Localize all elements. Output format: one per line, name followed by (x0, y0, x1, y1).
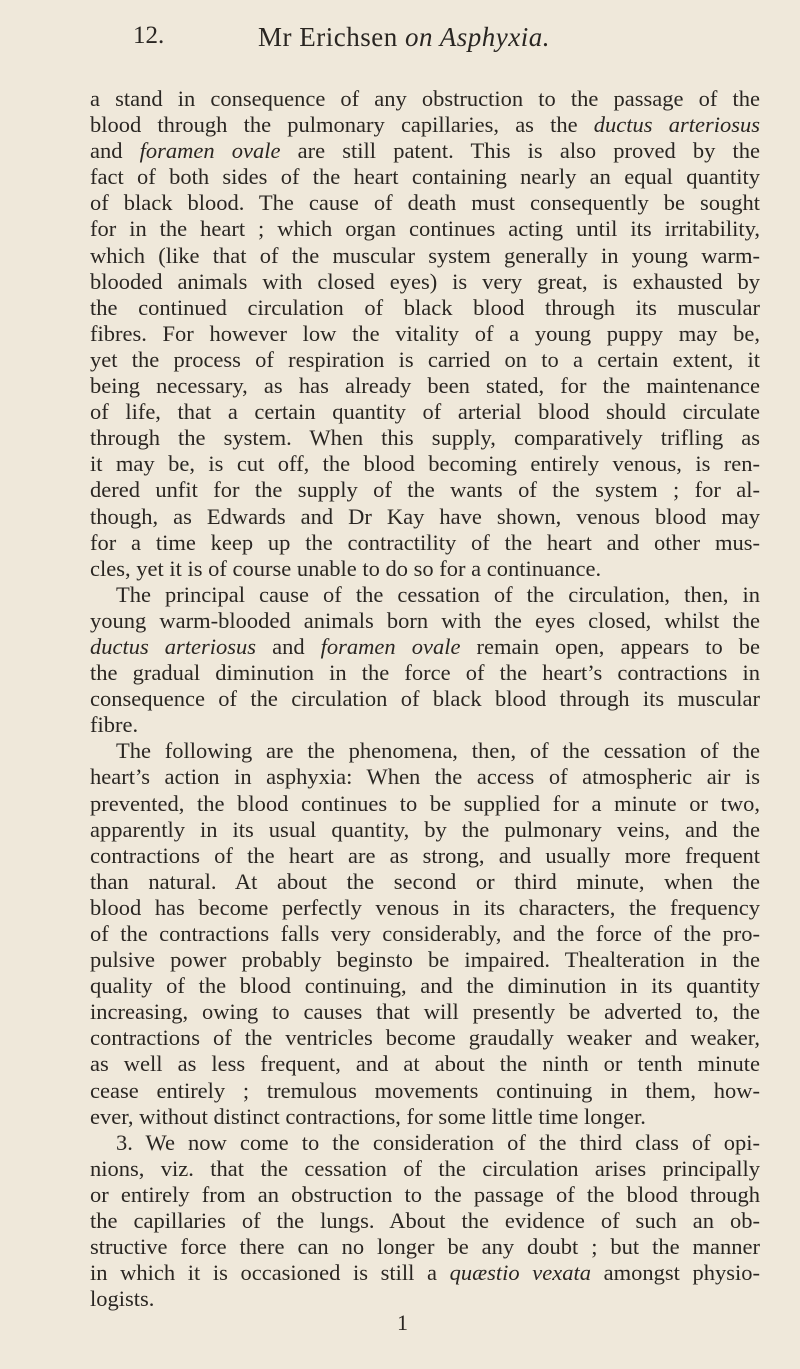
text-line (90, 86, 760, 112)
text-line (90, 1025, 760, 1051)
text-segment: fibre. (90, 712, 139, 738)
signature-mark: 1 (397, 1310, 408, 1335)
text-line (90, 347, 760, 373)
text-segment: cease entirely ; tremulous movements continuing in them, how- (90, 1077, 760, 1103)
text-segment: pulsive power probably beginsto be impaired. Thealteration in the (90, 947, 760, 973)
text-segment: dered unfit for the supply of the wants of the system ; for al- (90, 477, 760, 503)
text-segment: fibres. For however low the vitality of a young puppy may be, (90, 320, 760, 346)
text-line (90, 1051, 760, 1077)
text-segment: or entirely from an obstruction to the passage of the blood through (90, 1181, 760, 1207)
text-line (90, 138, 760, 164)
text-segment: blooded animals with closed eyes) is very great, is exhausted by (90, 268, 760, 294)
text-segment: The principal cause of the cessation of the circulation, then, in (116, 581, 760, 607)
running-header (0, 22, 800, 62)
text-segment: as well as less frequent, and at about the ninth or tenth minute (90, 1051, 760, 1077)
text-segment: the continued circulation of black blood through its muscular (90, 294, 760, 320)
text-segment: quality of the blood continuing, and the diminution in its quantity (90, 973, 760, 999)
text-line (90, 608, 760, 634)
italic-text: ductus arteriosus (593, 112, 760, 138)
text-line (90, 1156, 760, 1182)
text-segment: though, as Edwards and Dr Kay have shown, venous blood may (90, 503, 760, 529)
title-author: Mr Erichsen (258, 22, 405, 52)
text-line (90, 1286, 760, 1312)
text-segment: for a time keep up the contractility of the heart and other mus- (90, 529, 760, 555)
text-segment: of life, that a certain quantity of arterial blood should circulate (90, 399, 760, 425)
title-on: on (404, 22, 433, 52)
text-segment: increasing, owing to causes that will presently be adverted to, the (90, 999, 760, 1025)
text-segment: fact of both sides of the heart containing nearly an equal quantity (90, 164, 760, 190)
text-line (90, 112, 760, 138)
text-line (90, 269, 760, 295)
text-segment: blood has become perfectly venous in its characters, the frequency (90, 894, 760, 920)
text-segment: amongst physio- (591, 1260, 760, 1286)
text-segment: than natural. At about the second or third minute, when the (90, 868, 760, 894)
text-segment: and (256, 633, 321, 659)
text-line (90, 399, 760, 425)
page-number: 12. (133, 22, 165, 49)
text-line (90, 1208, 760, 1234)
italic-text: foramen ovale (139, 138, 281, 164)
text-line (90, 216, 760, 242)
text-segment: for in the heart ; which organ continues acting until its irritability, (90, 216, 760, 242)
text-line (90, 582, 760, 608)
text-line (90, 451, 760, 477)
text-line (90, 1234, 760, 1260)
text-segment: logists. (90, 1286, 155, 1312)
text-line (90, 686, 760, 712)
text-line (90, 895, 760, 921)
body-text (90, 86, 760, 1312)
text-line (90, 1130, 760, 1156)
text-segment: are still patent. This is also proved by the (280, 138, 760, 164)
text-segment: the capillaries of the lungs. About the evidence of such an ob- (90, 1208, 760, 1234)
text-line (90, 634, 760, 660)
text-segment: which (like that of the muscular system generally in young warm- (90, 242, 760, 268)
text-line (90, 660, 760, 686)
text-line (90, 321, 760, 347)
text-line (90, 999, 760, 1025)
text-line (90, 190, 760, 216)
text-segment: ever, without distinct contractions, for some little time longer. (90, 1103, 646, 1129)
text-line (90, 1182, 760, 1208)
text-line (90, 921, 760, 947)
text-segment: heart’s action in asphyxia: When the access of atmospheric air is (90, 764, 760, 790)
text-segment: of the contractions falls very considerably, and the force of the pro- (90, 921, 760, 946)
text-line (90, 764, 760, 790)
italic-text: ductus arteriosus (90, 633, 257, 659)
text-segment: apparently in its usual quantity, by the pulmonary veins, and the (90, 816, 760, 842)
text-segment: it may be, is cut off, the blood becoming entirely venous, is ren- (90, 451, 760, 477)
text-line (90, 477, 760, 503)
italic-text: quæstio vexata (449, 1260, 592, 1286)
text-line (90, 1104, 760, 1130)
text-line (90, 817, 760, 843)
text-line (90, 843, 760, 869)
text-line (90, 738, 760, 764)
text-line (90, 1260, 760, 1286)
text-segment: the gradual diminution in the force of the heart’s contractions in (90, 660, 760, 686)
text-line (90, 425, 760, 451)
text-segment: of black blood. The cause of death must consequently be sought (90, 190, 760, 216)
text-segment: in which it is occasioned is still a (90, 1260, 450, 1286)
text-segment: 3. We now come to the consideration of the third class of opi- (116, 1129, 760, 1155)
text-segment: and (90, 138, 140, 164)
text-segment: The following are the phenomena, then, of the cessation of the (116, 738, 760, 764)
text-segment: through the system. When this supply, comparatively trifling as (90, 425, 760, 451)
text-line (90, 373, 760, 399)
text-line (90, 504, 760, 530)
text-line (90, 243, 760, 269)
text-line (90, 973, 760, 999)
text-segment: cles, yet it is of course unable to do so for a continuance. (90, 555, 602, 581)
italic-text: foramen ovale (320, 633, 461, 659)
text-line (90, 295, 760, 321)
title-subject: Asphyxia. (432, 22, 550, 52)
running-title (258, 22, 550, 53)
text-segment: being necessary, as has already been stated, for the maintenance (90, 373, 760, 399)
text-line (90, 530, 760, 556)
text-segment: consequence of the circulation of black blood through its muscular (90, 686, 760, 712)
text-segment: contractions of the ventricles become graudally weaker and weaker, (90, 1025, 760, 1051)
text-line (90, 791, 760, 817)
text-segment: a stand in consequence of any obstruction to the passage of the (90, 86, 760, 111)
text-segment: yet the process of respiration is carried on to a certain extent, it (90, 346, 760, 372)
text-segment: contractions of the heart are as strong, and usually more frequent (90, 842, 760, 868)
text-segment: young warm-blooded animals born with the eyes closed, whilst the (90, 607, 760, 633)
text-segment: nions, viz. that the cessation of the circulation arises principally (90, 1155, 760, 1181)
text-line (90, 556, 760, 582)
text-segment: blood through the pulmonary capillaries, as the (90, 112, 594, 138)
text-line (90, 947, 760, 973)
text-segment: remain open, appears to be (460, 633, 760, 659)
text-line (90, 1078, 760, 1104)
text-line (90, 164, 760, 190)
text-segment: prevented, the blood continues to be supplied for a minute or two, (90, 790, 760, 816)
text-line (90, 869, 760, 895)
text-segment: structive force there can no longer be any doubt ; but the manner (90, 1234, 760, 1260)
text-line (90, 712, 760, 738)
